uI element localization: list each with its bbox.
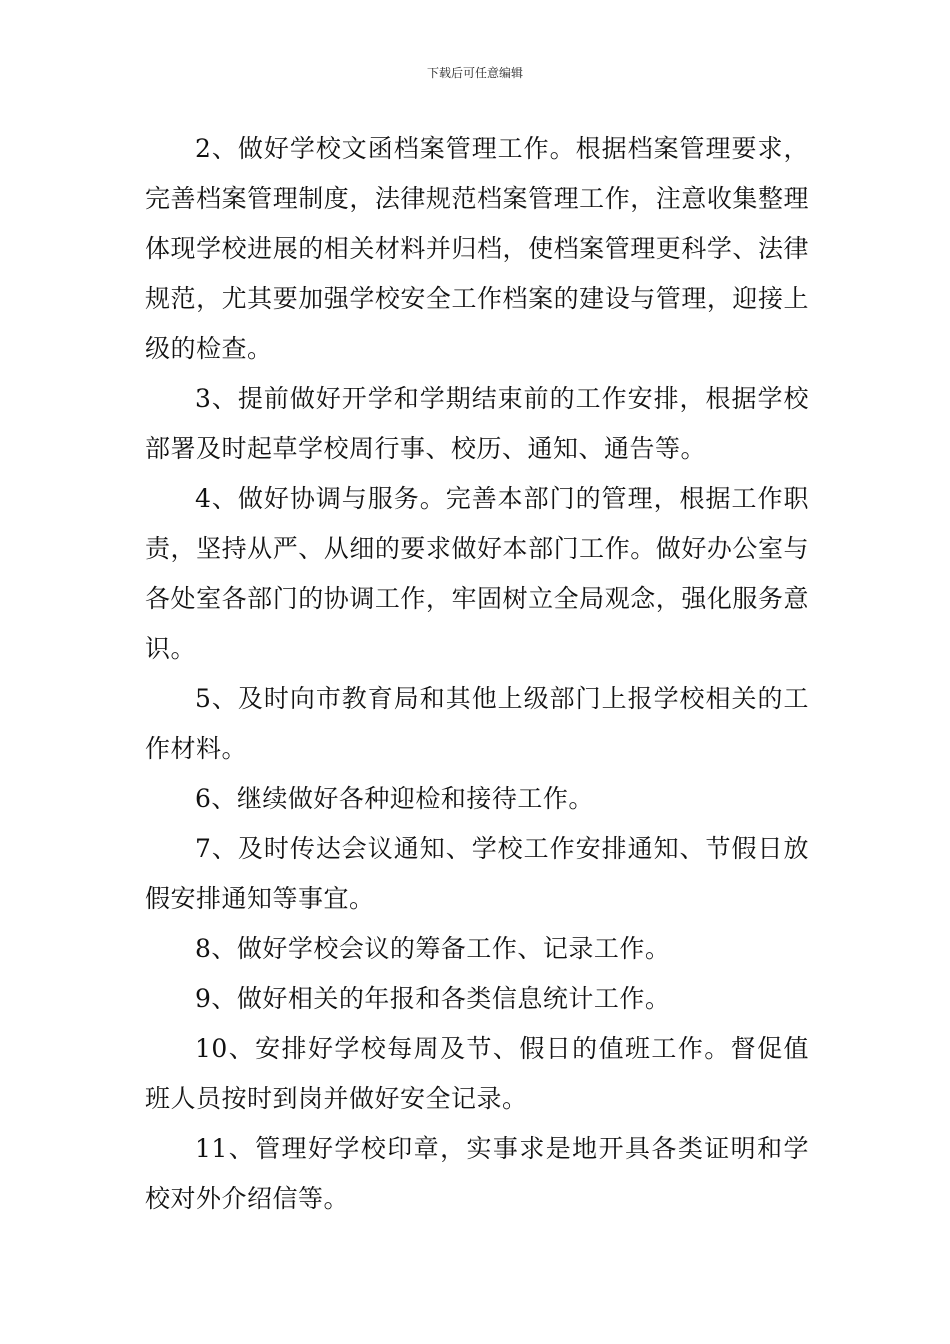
paragraph-item-9: 9、做好相关的年报和各类信息统计工作。 (195, 984, 671, 1013)
paragraph-item-2: 2、做好学校文函档案管理工作。根据档案管理要求，完善档案管理制度，法律规范档案管理工作，注意收集整理体现学校进展的相关材料并归档，使档案管理更科学、法律规范，尤其要加强学校安全工作档案的建设与管理，迎接上级的检查。 (145, 134, 809, 363)
paragraph-item-8: 8、做好学校会议的筹备工作、记录工作。 (195, 934, 671, 963)
paragraph-item-6: 6、继续做好各种迎检和接待工作。 (195, 784, 594, 813)
paragraph-item-11: 11、管理好学校印章，实事求是地开具各类证明和学校对外介绍信等。 (145, 1134, 809, 1213)
paragraph-item-10: 10、安排好学校每周及节、假日的值班工作。督促值班人员按时到岗并做好安全记录。 (145, 1034, 809, 1113)
paragraph-item-3: 3、提前做好开学和学期结束前的工作安排，根据学校部署及时起草学校周行事、校历、通知、通告等。 (145, 384, 809, 463)
paragraph-item-5: 5、及时向市教育局和其他上级部门上报学校相关的工作材料。 (145, 684, 809, 763)
page-header: 下载后可任意编辑 (426, 66, 523, 80)
paragraph-item-4: 4、做好协调与服务。完善本部门的管理，根据工作职责，坚持从严、从细的要求做好本部门工作。做好办公室与各处室各部门的协调工作，牢固树立全局观念，强化服务意识。 (145, 484, 809, 663)
paragraph-item-7: 7、及时传达会议通知、学校工作安排通知、节假日放假安排通知等事宜。 (145, 834, 809, 913)
document-body (145, 124, 809, 1224)
